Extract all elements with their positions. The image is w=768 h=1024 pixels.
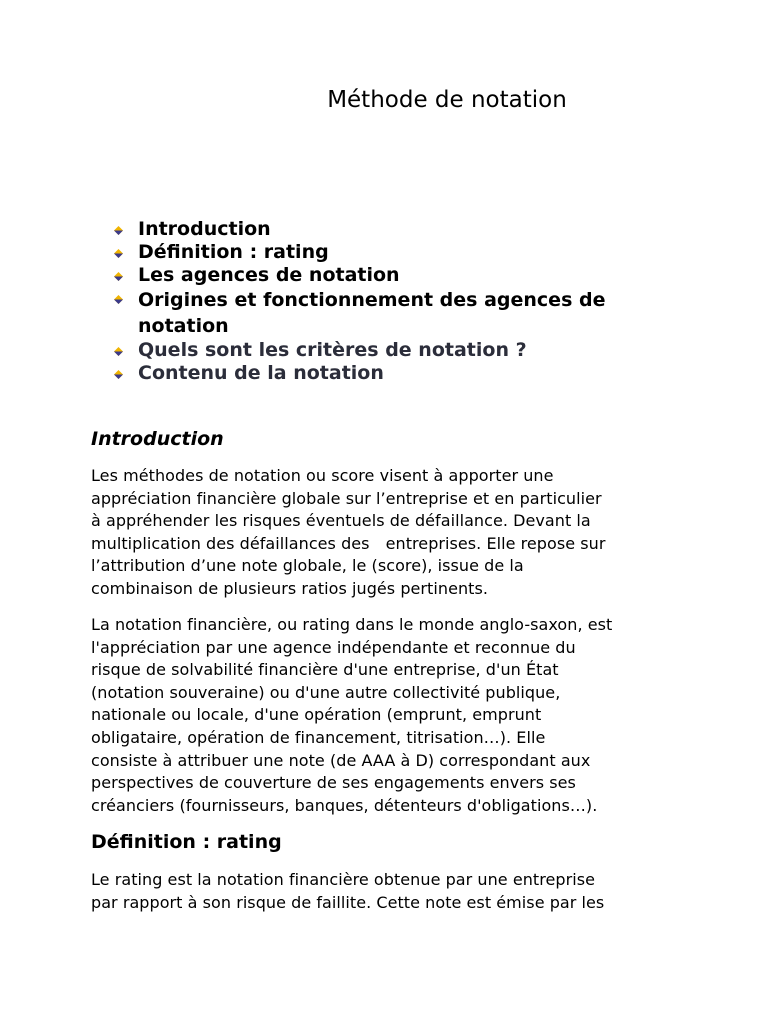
- text-line: perspectives de couverture de ses engagements envers ses: [91, 773, 576, 793]
- text-line: Le rating est la notation financière obtenue par une entreprise: [91, 870, 596, 889]
- toc-item-agences: [112, 264, 692, 287]
- toc-item-contenu: [112, 362, 692, 385]
- text-line: à appréhender les risques éventuels de défaillance. Devant la: [91, 511, 591, 531]
- introduction-heading: Introduction: [91, 428, 224, 450]
- definition-paragraph-1: [91, 869, 691, 914]
- text-line: combinaison de plusieurs ratios jugés pertinents.: [91, 578, 488, 598]
- toc-item-label: Contenu de la notation: [138, 362, 384, 384]
- text-line: appréciation financière globale sur l’entreprise et en particulier: [91, 488, 602, 508]
- toc-item-label: Introduction: [138, 218, 271, 240]
- definition-heading: Définition : rating: [91, 831, 282, 853]
- text-line: Les méthodes de notation ou score visent à apporter une: [91, 466, 554, 485]
- toc-item-introduction: [112, 218, 692, 241]
- text-line: consiste à attribuer une note (de AAA à D) correspondant aux: [91, 750, 591, 770]
- text-line: créanciers (fournisseurs, banques, détenteurs d'obligations…).: [91, 795, 598, 815]
- toc-item-label: Origines et fonctionnement des agences de: [138, 289, 606, 311]
- diamond-bullet-icon: [114, 226, 123, 235]
- introduction-paragraph-2: [91, 614, 691, 817]
- toc-item-label: Les agences de notation: [138, 264, 400, 286]
- text-line: l'appréciation par une agence indépendante et reconnue du: [91, 637, 576, 657]
- diamond-bullet-icon: [114, 249, 123, 258]
- page-title: Méthode de notation: [327, 87, 567, 113]
- diamond-bullet-icon: [114, 272, 123, 281]
- text-line: (notation souveraine) ou d'une autre collectivité publique,: [91, 682, 561, 702]
- table-of-contents: [112, 218, 692, 385]
- text-line: obligataire, opération de financement, titrisation…). Elle: [91, 727, 546, 747]
- toc-item-criteres: [112, 339, 692, 362]
- text-line: La notation financière, ou rating dans le monde anglo-saxon, est: [91, 615, 613, 634]
- diamond-bullet-icon: [114, 370, 123, 379]
- toc-item-label-continued: notation: [138, 315, 229, 337]
- toc-item-label: Définition : rating: [138, 241, 329, 263]
- text-line: nationale ou locale, d'une opération (emprunt, emprunt: [91, 705, 542, 725]
- toc-item-definition: [112, 241, 692, 264]
- diamond-bullet-icon: [114, 347, 123, 356]
- text-line: par rapport à son risque de faillite. Cette note est émise par les: [91, 892, 605, 912]
- text-line: multiplication des défaillances des entreprises. Elle repose sur: [91, 533, 606, 553]
- toc-item-label: Quels sont les critères de notation ?: [138, 339, 527, 361]
- text-line: risque de solvabilité financière d'une entreprise, d'un État: [91, 660, 559, 680]
- diamond-bullet-icon: [114, 295, 123, 304]
- toc-item-origines: [112, 287, 692, 339]
- introduction-paragraph-1: [91, 465, 691, 601]
- text-line: l’attribution d’une note globale, le (score), issue de la: [91, 556, 524, 576]
